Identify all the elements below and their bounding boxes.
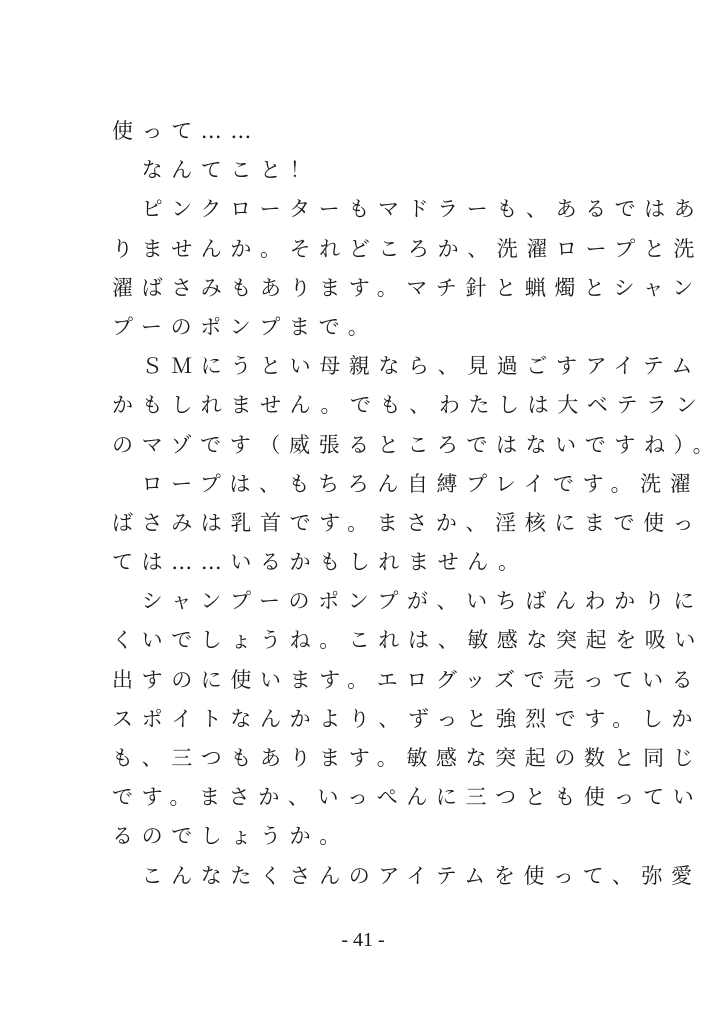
page-number: - 41 -: [341, 929, 385, 951]
text-line: のマゾです（威張るところではないですね）。: [112, 432, 723, 457]
text-line: ＳＭにうとい母親なら、見過ごすアイテム: [112, 354, 702, 379]
text-line: ロープは、もちろん自縛プレイです。洗濯: [112, 471, 700, 496]
text-line: も、三つもあります。敏感な突起の数と同じ: [112, 746, 703, 770]
text-line: なんてこと！: [112, 158, 320, 183]
text-line: くいでしょうね。これは、敏感な突起を吸い: [112, 628, 704, 653]
text-line: スポイトなんかより、ずっと強烈です。しか: [112, 706, 702, 731]
text-line: りませんか。それどころか、洗濯ロープと洗: [112, 236, 703, 261]
text-line: こんなたくさんのアイテムを使って、弥愛: [112, 863, 701, 888]
text-line: るのでしょうか。: [112, 824, 349, 849]
text-line: プーのポンプまで。: [112, 314, 378, 339]
body-text: [112, 112, 723, 896]
text-line: ばさみは乳首です。まさか、淫核にまで使っ: [112, 510, 703, 535]
text-line: 濯ばさみもあります。マチ針と蝋燭とシャン: [112, 275, 702, 300]
text-line: シャンプーのポンプが、いちばんわかりに: [112, 589, 703, 614]
text-line: かもしれません。でも、わたしは大ベテラン: [112, 393, 706, 418]
text-line: 出すのに使います。エログッズで売っている: [112, 667, 702, 692]
text-line: 使って……: [112, 119, 260, 143]
text-line: ては……いるかもしれません。: [112, 550, 528, 575]
text-line: ピンクローターもマドラーも、あるではあ: [112, 197, 704, 222]
text-line: です。まさか、いっぺんに三つとも使ってい: [112, 785, 703, 810]
